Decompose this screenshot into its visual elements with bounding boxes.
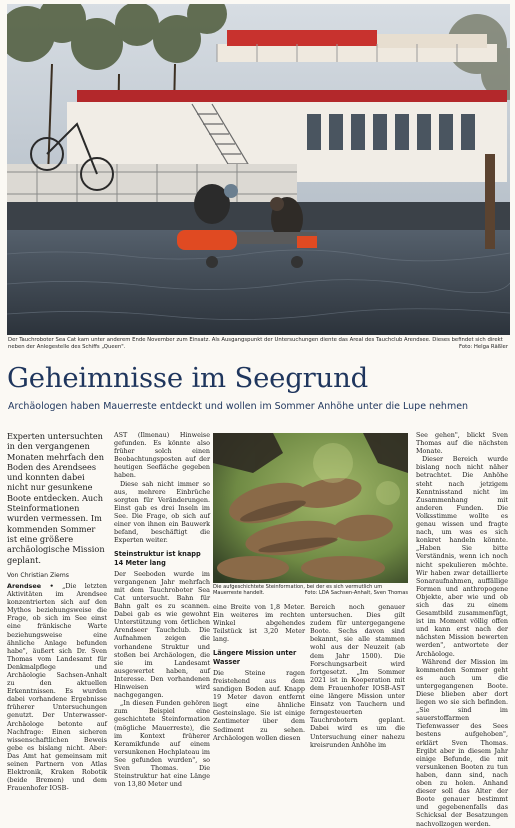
article-paragraph: Während der Mission im kommenden Sommer geht es auch um die untergegangenen Boote. Diese blieben aber dort liegen wo sie sich befinden. „Sie sind im sauerstoffarmen Tiefenwasser des Sees bestens aufgehoben", erklärt Sven Thomas. Ergibt aber in diesem Jahr einige Befunde, die mit versunkenen Booten zu tun haben, dann sind, nach oben zu holen. Anhand dieser soll das Alter der Boote genauer bestimmt und gegebenenfalls das Schicksal der Besatzungen nachvollzogen werden.: [416, 657, 508, 828]
inset-photo-credit: Foto: LDA Sachsen-Anhalt, Sven Thomas: [304, 590, 408, 597]
article-paragraph: Bereich noch genauer untersuchen. Dies gilt zudem für untergegangene Boote. Sechs davon sind bekannt, sie alle stammen wohl aus der Neuzeit (ab dem Jahr 1500). Die Forschungsarbeit wird fortgesetzt. „Im Sommer 2021 ist in Kooperation mit dem Frauenhofer IOSB-AST eine längere Mission unter Einsatz von Tauchern und ferngesteuerten Tauchrobotern geplant. Dabei wird es um die Untersuchung einer nahezu kreisrunden Anhöhe im: [310, 603, 405, 749]
ship-photo: [7, 4, 510, 335]
article-paragraph: AST (Ilmenau) Hinweise gefunden. Es könnte also früher solch einen Beobachtungsposten auf der heutigen Seefläche gegeben haben.: [114, 431, 210, 480]
top-photo-credit: Foto: Helga Räßler: [459, 344, 508, 351]
article-paragraph: eine Breite von 1,8 Meter. Ein weiteres im rechten Winkel abgehendes Teilstück ist 3,20 Meter lang.: [213, 603, 305, 644]
article-lead: Experten untersuchten in den vergangenen Monaten mehrfach den Boden des Arendsees und konnten dabei nicht nur gesunkene Boote entdecken. Auch Steinformationen wurden vermessen. Im kommenden Sommer ist eine größere archäologische Mission geplant.: [7, 431, 105, 565]
article-paragraph: See gehen", blickt Sven Thomas auf die nächsten Monate.: [416, 431, 508, 456]
underwater-stones-illustration: [213, 433, 408, 583]
article-body-text: „Die letzten Aktivitäten im Arendsee konzentrierten sich auf den Mythos beziehungsweise die Frage, ob sich im See einst eine fränkische Warte beziehungsweise eine ähnliche Anlage befunden habe", äußert sich Dr. Sven Thomas vom Landesamt für Denkmalpflege und Archäologie Sachsen-Anhalt zu den aktuellen Erkenntnissen. Es wurden dabei vorhandene Ergebnisse früherer Untersuchungen genutzt. Der Unterwasser-Archäologe betonte auf Nachfrage: Einen sicheren wissenschaftlichen Beweis gebe es bislang nicht. Aber: Das Amt hat gemeinsam mit seinen Partnern von Atlas Elektronik, Kraken Robotik (beide Bremen) und dem Frauenhofer IOSB-: [7, 581, 107, 793]
top-photo-caption-text: Der Tauchroboter Sea Cat kam unter anderem Ende November zum Einsatz. Als Ausgangspunkt der Untersuchungen diente das Areal des Tauchclub Arendsee. Dieses befindet sich direkt neben der Anlegestelle des Schiffs „Queen".: [8, 337, 503, 351]
article-byline: Von Christian Ziems: [7, 571, 69, 579]
article-column-5: [416, 431, 508, 828]
article-dateline: Arendsee •: [7, 581, 54, 590]
article-paragraph: Dieser Bereich wurde bislang noch nicht näher betrachtet. Die Anhöhe steht nach jetzigem Kenntnisstand nicht im Zusammenhang mit anderen Funden. Die Volksstimme wollte es genau wissen und fragte nach, um was es sich konkret handeln könnte. „Haben Sie bitte Verständnis, wenn ich noch nicht spekulieren möchte. Wir haben zwar detaillierte Sonaraufnahmen, auffällige Formen und anthropogene Objekte, aber wie und ob sich das zu einem Gesamtbild zusammenfügt, ist im Moment völlig offen und kann erst nach der nächsten Mission bewerten werden", antwortete der Archäologe.: [416, 455, 508, 658]
article-paragraph: „In diesen Funden gehören zum Beispiel eine geschichtete Steinformation (mögliche Mauerreste), die im Kontext früherer Keramikfunde auf einem versunkenen Hochplateau im See gefunden wurden", so Sven Thomas. Die Steinstruktur hat eine Länge von 13,80 Meter und: [114, 699, 210, 789]
inset-photo-caption-text: Die aufgeschichtete Steinformation, bei der es sich vermutlich um Mauerreste handelt.: [213, 584, 383, 597]
article-paragraph: Die Steine ragen freistehend aus dem sandigen Boden auf. Knapp 19 Meter davon entfernt liegt eine ähnliche Gesteinslage. Sie ist einige Zentimeter über dem Sediment zu sehen. Archäologen wollen diesen: [213, 668, 305, 742]
top-photo-caption: [8, 337, 508, 351]
article-headline: Geheimnisse im Seegrund: [7, 362, 369, 394]
article-column-3: [213, 603, 305, 742]
article-paragraph: Diese sah nicht immer so aus, mehrere Einbrüche sorgten für Veränderungen. Einst gab es drei Inseln im See. Die Frage, ob sich auf einer von ihnen ein Bauwerk befand, beschäftigt die Experten weiter.: [114, 479, 210, 545]
inset-photo-caption: [213, 584, 408, 597]
article-intertitle: Längere Mission unter Wasser: [213, 649, 297, 666]
article-column-2: [114, 431, 210, 788]
article-paragraph: [7, 582, 107, 792]
article-column-4: [310, 603, 405, 749]
ship-photo-illustration: [7, 4, 510, 335]
article-paragraph: Der Seeboden wurde im vergangenen Jahr mehrfach mit dem Tauchroboter Sea Cat untersucht. Bahn für Bahn galt es zu scannen. Dabei gab es wie gewohnt Unterstützung vom örtlichen Arendseer Tauchclub. Die Aufnahmen zeigen die vorhandene Struktur und stoßen bei Archäologen, die sie im Landesamt ausgewertet haben, auf Interesse. Den vorhandenen Hinweisen wird nachgegangen.: [114, 569, 210, 700]
article-subheadline: Archäologen haben Mauerreste entdeckt und wollen im Sommer Anhöhe unter die Lupe nehmen: [8, 401, 469, 412]
underwater-stones-photo: [213, 433, 408, 583]
article-intertitle: Steinstruktur ist knapp 14 Meter lang: [114, 550, 201, 567]
article-column-1: [7, 431, 107, 792]
